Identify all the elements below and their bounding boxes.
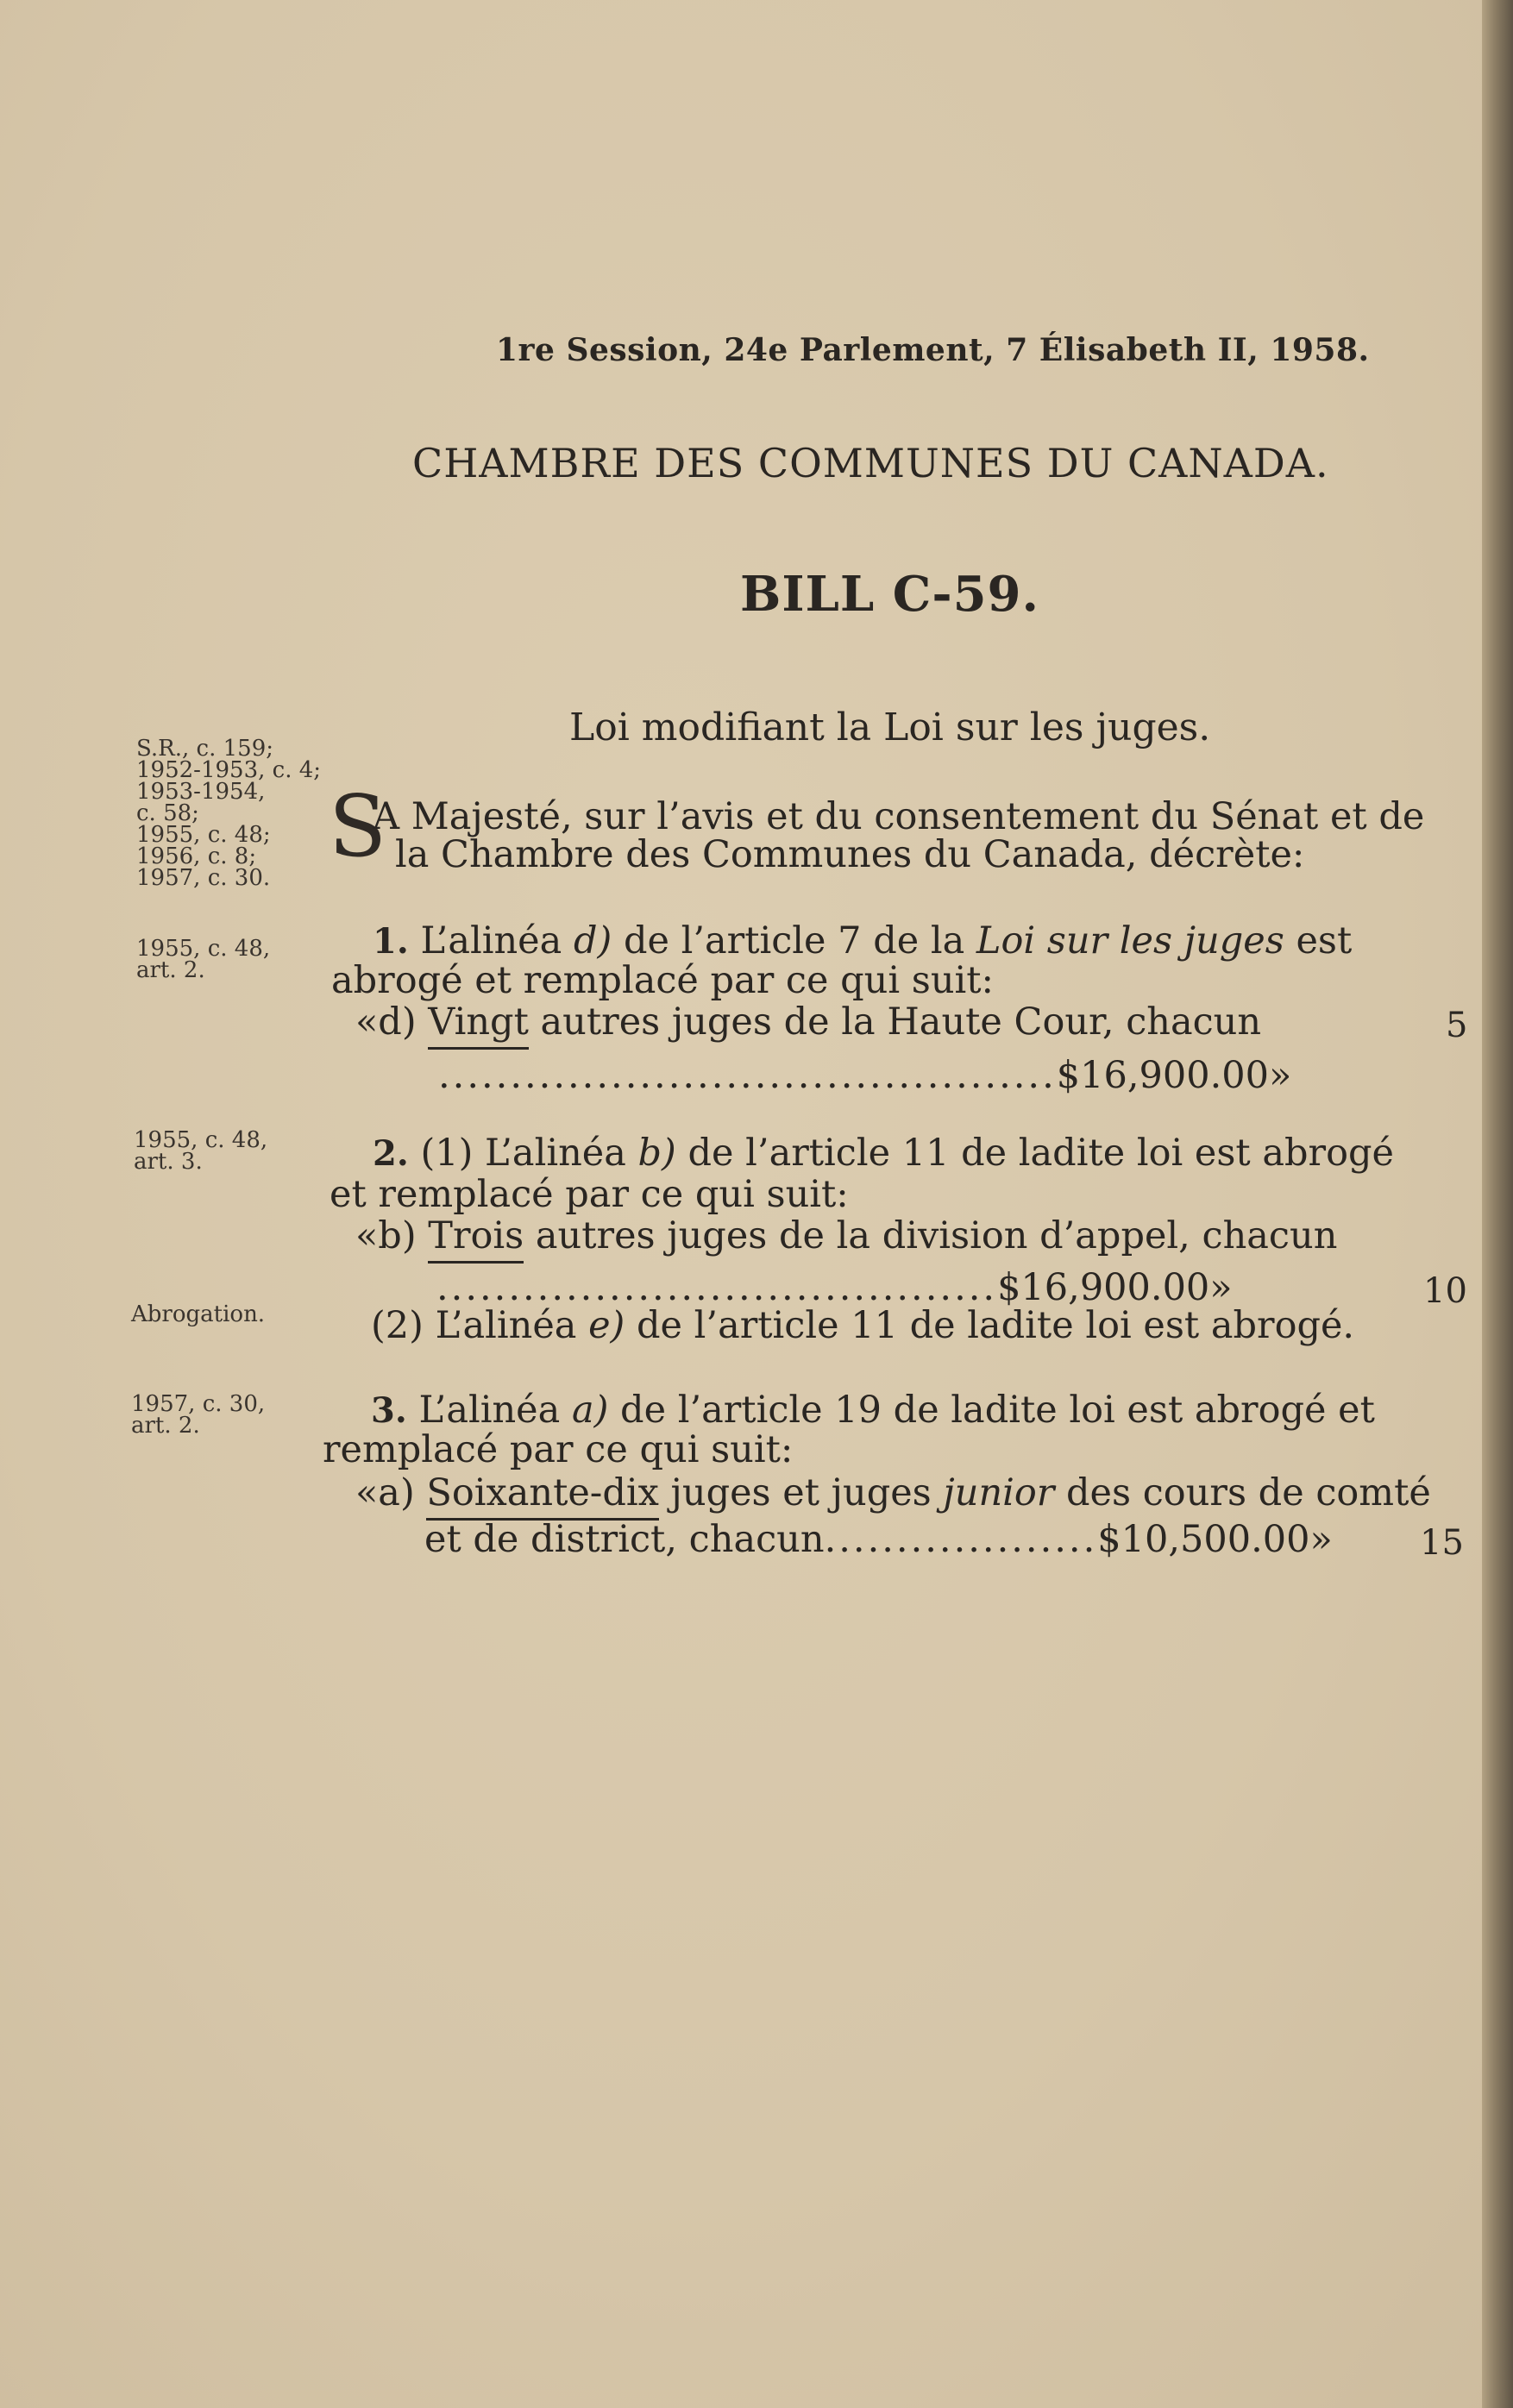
paragraph-label: «d): [355, 1000, 417, 1044]
line-number-10: 10: [1423, 1271, 1467, 1311]
amount: $16,900.00»: [997, 1266, 1233, 1309]
section-2-line-1: [373, 1132, 1394, 1175]
section-2-line-5: [371, 1304, 1354, 1347]
paragraph-label: «a): [355, 1471, 415, 1514]
bill-title: Loi modifiant la Loi sur les juges.: [569, 705, 1211, 749]
session-line: 1re Session, 24e Parlement, 7 Élisabeth II, 1958.: [496, 332, 1370, 368]
line-number-15: 15: [1420, 1523, 1464, 1563]
text: de l’article 7 de la: [623, 919, 965, 963]
section-1-line-1: [373, 919, 1352, 963]
leader-dots: ...........................................: [438, 1054, 1057, 1097]
marginal-note-statutes: S.R., c. 159; 1952-1953, c. 4; 1953-1954, c. 58; 1955, c. 48; 1956, c. 8; 1957, c. 30.: [136, 736, 322, 891]
text: de l’article 19 de ladite loi est abrogé et: [620, 1389, 1375, 1432]
statute-name: Loi sur les juges: [976, 919, 1284, 963]
section-2-number: 2.: [373, 1133, 409, 1174]
marginal-note-abrogation: Abrogation.: [131, 1301, 266, 1327]
text-italic: junior: [943, 1471, 1055, 1514]
text: juges et juges: [670, 1471, 932, 1514]
text: autres juges de la division d’appel, chacun: [535, 1214, 1338, 1257]
amount: $10,500.00»: [1097, 1518, 1333, 1561]
marginal-note-section2: 1955, c. 48, art. 3.: [134, 1127, 268, 1175]
leader-dots: ...................: [824, 1518, 1098, 1561]
text: (2) L’alinéa: [371, 1304, 577, 1347]
section-2-line-4: [436, 1266, 1233, 1309]
text: de l’article 11 de ladite loi est abrogé: [687, 1132, 1394, 1175]
text: de l’article 11 de ladite loi est abrogé.: [637, 1304, 1355, 1347]
text: L’alinéa: [420, 919, 562, 963]
line-number-5: 5: [1446, 1006, 1468, 1045]
section-3-line-2: remplacé par ce qui suit:: [323, 1428, 794, 1471]
section-2-line-2: et remplacé par ce qui suit:: [330, 1173, 849, 1216]
underlined-amendment: Trois: [428, 1214, 524, 1264]
text: est: [1296, 919, 1353, 963]
bill-number: BILL C-59.: [740, 566, 1040, 623]
section-3-line-1: [371, 1389, 1375, 1432]
text-italic: b): [637, 1132, 676, 1175]
section-3-number: 3.: [371, 1390, 407, 1431]
amount: $16,900.00»: [1056, 1054, 1292, 1097]
leader-dots: .......................................: [436, 1266, 998, 1309]
text: autres juges de la Haute Cour, chacun: [540, 1000, 1262, 1044]
section-1-line-4: [438, 1054, 1291, 1097]
text: (1) L’alinéa: [420, 1132, 626, 1175]
preamble-line-2: la Chambre des Communes du Canada, décrète:: [395, 833, 1305, 876]
drop-cap: S: [329, 778, 387, 876]
marginal-note-section3: 1957, c. 30, art. 2.: [131, 1391, 266, 1439]
marginal-note-section1: 1955, c. 48, art. 2.: [136, 936, 271, 983]
text: et de district, chacun: [424, 1518, 825, 1561]
preamble-line-1: A Majesté, sur l’avis et du consentement du Sénat et de: [373, 795, 1425, 838]
section-2-line-3: [355, 1214, 1337, 1257]
book-spine: [1482, 0, 1513, 2408]
text-italic: a): [571, 1389, 609, 1432]
section-1-number: 1.: [373, 921, 409, 962]
section-1-line-3: [355, 1000, 1261, 1044]
underlined-amendment: Soixante-dix: [426, 1471, 658, 1521]
text: des cours de comté: [1066, 1471, 1431, 1514]
section-1-line-2: abrogé et remplacé par ce qui suit:: [331, 959, 995, 1002]
underlined-amendment: Vingt: [428, 1000, 529, 1050]
text: L’alinéa: [418, 1389, 561, 1432]
section-3-line-3: [355, 1471, 1431, 1514]
section-3-line-4: [424, 1518, 1333, 1561]
chamber-title: CHAMBRE DES COMMUNES DU CANADA.: [412, 440, 1329, 486]
paragraph-label: «b): [355, 1214, 417, 1257]
text-italic: e): [588, 1304, 625, 1347]
text-italic: d): [573, 919, 612, 963]
